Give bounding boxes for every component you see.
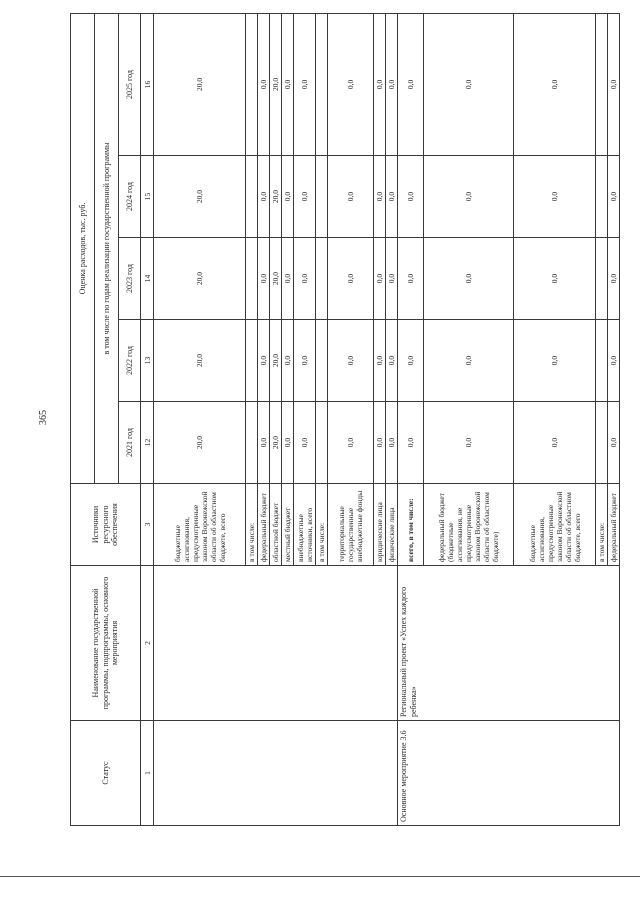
value-cell: 0,0	[608, 402, 620, 484]
value-cell: 0,0	[398, 13, 424, 155]
value-cell	[596, 238, 608, 320]
col-number: 2	[141, 566, 154, 721]
header-year: 2021 год	[119, 402, 141, 484]
value-cell: 0,0	[386, 238, 398, 320]
col-number: 16	[141, 13, 154, 155]
value-cell: 0,0	[386, 13, 398, 155]
value-cell: 0,0	[608, 156, 620, 238]
value-cell	[316, 156, 328, 238]
page-number: 365	[38, 410, 49, 425]
value-cell	[316, 238, 328, 320]
col-number: 1	[141, 721, 154, 826]
value-cell	[596, 13, 608, 155]
value-cell: 0,0	[398, 320, 424, 402]
source-cell: в том числе:	[246, 484, 258, 566]
header-row-1	[71, 13, 95, 825]
value-cell: 0,0	[328, 13, 374, 155]
value-cell: 0,0	[608, 320, 620, 402]
value-cell: 0,0	[328, 402, 374, 484]
value-cell: 0,0	[514, 156, 596, 238]
source-cell: территориальные государственные внебюджетные фонды	[328, 484, 374, 566]
source-cell: местный бюджет	[282, 484, 294, 566]
value-cell	[596, 156, 608, 238]
value-cell: 0,0	[386, 320, 398, 402]
value-cell: 0,0	[328, 320, 374, 402]
value-cell: 0,0	[328, 156, 374, 238]
table-row	[398, 13, 424, 825]
value-cell: 20,0	[154, 402, 246, 484]
value-cell: 0,0	[398, 238, 424, 320]
value-cell	[316, 320, 328, 402]
value-cell: 20,0	[270, 13, 282, 155]
value-cell: 0,0	[514, 238, 596, 320]
source-cell: всего, в том числе:	[398, 484, 424, 566]
header-estimate: Оценка расходов, тыс. руб.	[71, 13, 95, 483]
header-year: 2023 год	[119, 238, 141, 320]
value-cell	[246, 320, 258, 402]
value-cell	[246, 238, 258, 320]
value-cell: 0,0	[424, 238, 514, 320]
value-cell: 0,0	[398, 156, 424, 238]
source-cell: бюджетные ассигнования, предусмотренные законом Воронежской области об областном бюджете, всего	[154, 484, 246, 566]
name-cell-empty	[154, 566, 398, 721]
value-cell: 0,0	[294, 238, 316, 320]
source-cell: в том числе:	[316, 484, 328, 566]
value-cell: 20,0	[154, 320, 246, 402]
value-cell: 0,0	[374, 13, 386, 155]
col-number: 12	[141, 402, 154, 484]
source-cell: физические лица	[386, 484, 398, 566]
rotated-table-container	[70, 14, 618, 826]
header-by-year: в том числе по годам реализации государственной программы	[95, 13, 119, 483]
value-cell	[246, 402, 258, 484]
value-cell: 0,0	[328, 238, 374, 320]
value-cell: 0,0	[294, 156, 316, 238]
col-number: 3	[141, 484, 154, 566]
resource-table	[70, 13, 620, 826]
header-year: 2025 год	[119, 13, 141, 155]
status-cell-empty	[154, 721, 398, 826]
value-cell: 20,0	[154, 13, 246, 155]
col-number: 15	[141, 156, 154, 238]
value-cell: 0,0	[294, 402, 316, 484]
value-cell: 0,0	[374, 238, 386, 320]
value-cell: 20,0	[154, 238, 246, 320]
value-cell: 0,0	[294, 320, 316, 402]
name-cell: Региональный проект «Успех каждого ребенка»	[398, 566, 620, 721]
value-cell: 0,0	[386, 402, 398, 484]
source-cell: в том числе:	[596, 484, 608, 566]
value-cell: 0,0	[398, 402, 424, 484]
value-cell: 0,0	[258, 238, 270, 320]
value-cell	[596, 402, 608, 484]
col-number: 13	[141, 320, 154, 402]
value-cell: 0,0	[258, 156, 270, 238]
header-name: Наименование государственной программы, подпрограммы, основного мероприятия	[71, 566, 141, 721]
header-year: 2022 год	[119, 320, 141, 402]
value-cell: 20,0	[154, 156, 246, 238]
page-bottom-rule	[0, 876, 640, 877]
value-cell: 0,0	[514, 402, 596, 484]
value-cell	[246, 13, 258, 155]
value-cell: 0,0	[294, 13, 316, 155]
source-cell: бюджетные ассигнования, предусмотренные законом Воронежской области об областном бюджете, всего	[514, 484, 596, 566]
value-cell: 0,0	[514, 13, 596, 155]
value-cell: 0,0	[424, 156, 514, 238]
source-cell: федеральный бюджет	[258, 484, 270, 566]
table-row	[154, 13, 246, 825]
value-cell: 0,0	[424, 13, 514, 155]
header-year: 2024 год	[119, 156, 141, 238]
source-cell: федеральный бюджет	[608, 484, 620, 566]
value-cell: 0,0	[374, 402, 386, 484]
value-cell: 0,0	[424, 320, 514, 402]
value-cell: 0,0	[374, 156, 386, 238]
value-cell: 20,0	[270, 156, 282, 238]
value-cell	[246, 156, 258, 238]
value-cell: 0,0	[514, 320, 596, 402]
value-cell: 0,0	[258, 402, 270, 484]
source-cell: внебюджетные источники, всего	[294, 484, 316, 566]
header-status: Статус	[71, 721, 141, 826]
value-cell: 0,0	[258, 320, 270, 402]
header-row-numbers	[141, 13, 154, 825]
source-cell: федеральный бюджет (бюджетные ассигнования, не предусмотренные законом Воронежской области об областном бюджете)	[424, 484, 514, 566]
value-cell: 0,0	[282, 320, 294, 402]
value-cell	[596, 320, 608, 402]
status-cell: Основное мероприятие 3.6	[398, 721, 620, 826]
source-cell: юридические лица	[374, 484, 386, 566]
value-cell: 20,0	[270, 402, 282, 484]
value-cell: 0,0	[282, 13, 294, 155]
col-number: 14	[141, 238, 154, 320]
value-cell: 0,0	[374, 320, 386, 402]
value-cell: 20,0	[270, 320, 282, 402]
header-source: Источники ресурсного обеспечения	[71, 484, 141, 566]
value-cell: 0,0	[608, 238, 620, 320]
value-cell: 0,0	[386, 156, 398, 238]
value-cell: 20,0	[270, 238, 282, 320]
value-cell: 0,0	[258, 13, 270, 155]
value-cell	[316, 13, 328, 155]
value-cell: 0,0	[424, 402, 514, 484]
value-cell	[316, 402, 328, 484]
value-cell: 0,0	[608, 13, 620, 155]
value-cell: 0,0	[282, 402, 294, 484]
value-cell: 0,0	[282, 156, 294, 238]
source-cell: областной бюджет	[270, 484, 282, 566]
value-cell: 0,0	[282, 238, 294, 320]
